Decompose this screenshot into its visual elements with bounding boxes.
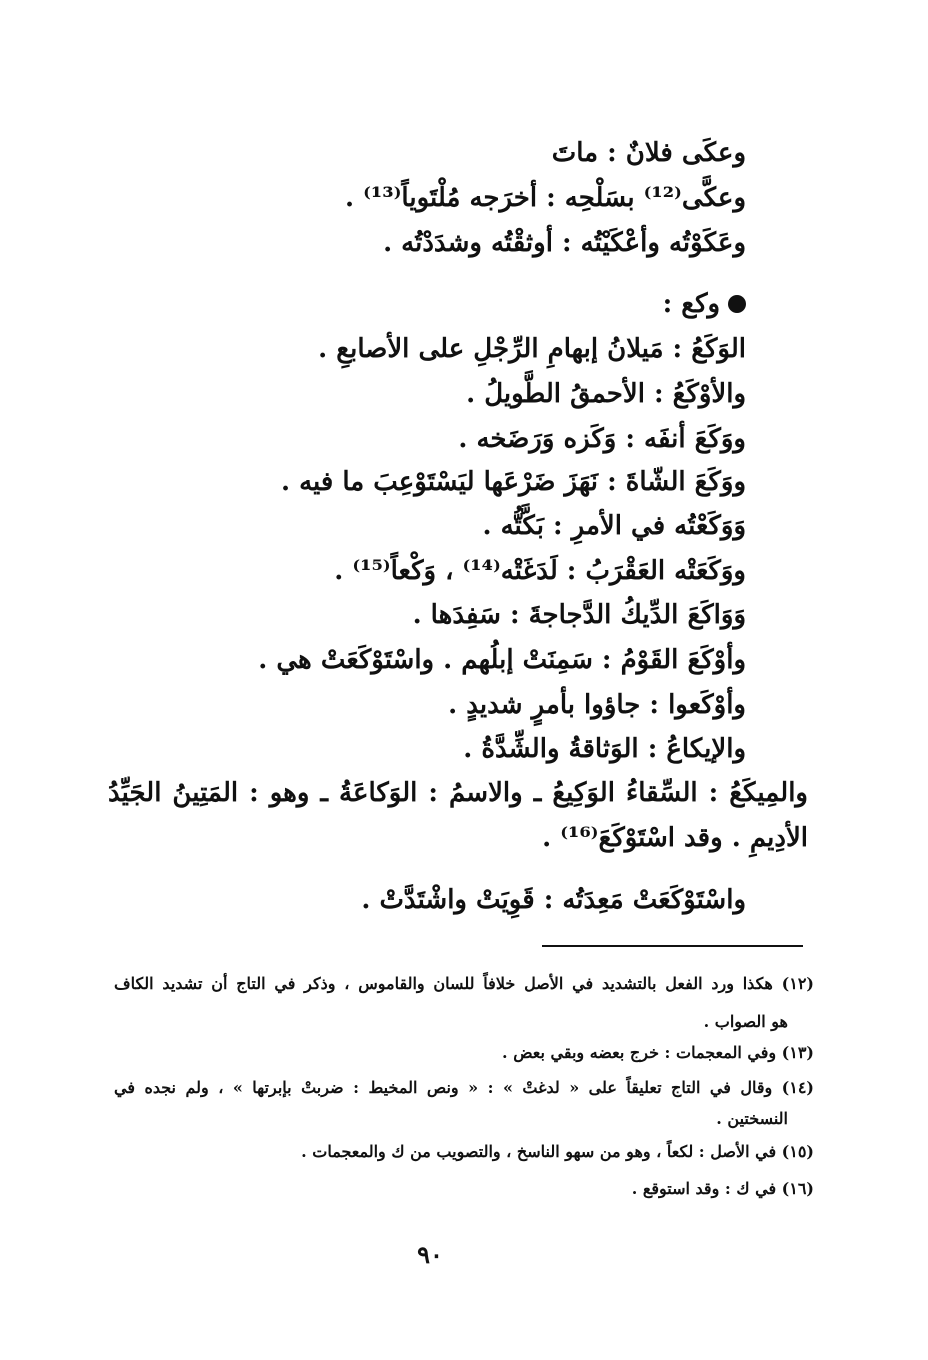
text-line: الأدِيمِ . وقد اسْتَوْكَعَ⁽¹⁶⁾ .: [542, 823, 808, 853]
entry-heading-label: وكع :: [662, 289, 720, 319]
footnote-divider: [542, 945, 803, 947]
text-line: الوَكَعُ : مَيلانُ إبهامِ الرِّجْلِ على الأصابعِ .: [318, 334, 746, 364]
footnote-line: النسختين .: [716, 1109, 788, 1128]
footnote-line: (١٦) في ك : وقد استوقع .: [631, 1179, 814, 1198]
entry-heading: [446, 287, 746, 321]
text-line: وأوْكَعوا : جاؤوا بأمرٍ شديدٍ .: [448, 690, 746, 720]
footnote-line: (١٥) في الأصل : لكعاً ، وهو من سهو الناسخ ، والتصويب من ك والمعجمات .: [301, 1142, 814, 1161]
text-line: ووَكَعَ أنفَه : وَكَزه وَرَضَخه .: [458, 424, 746, 454]
footnote-line: (١٤) وقال في التاج تعليقاً على « لدغتْ » : « ونص المخيط : ضربتْ بإبرتها » ، ولم نجده في: [114, 1078, 814, 1097]
text-line: والإيكاعُ : الوَثاقةُ والشِّدَّةُ .: [463, 734, 746, 764]
text-line: وَوَاكَعَ الدِّيكُ الدَّجاجةَ : سَفِدَها .: [412, 600, 746, 630]
text-line: وأوْكَعَ القَوْمُ : سَمِنَتْ إبلُهم . واسْتَوْكَعَتْ هي .: [258, 645, 746, 675]
text-line: وعكَّى⁽¹²⁾ بسَلْحِه : أخرَجه مُلْتَوياً⁽¹³⁾ .: [345, 183, 746, 213]
text-line: وعكَى فلانٌ : ماتَ: [551, 138, 746, 168]
text-line: واسْتَوْكَعَتْ مَعِدَتُه : قَوِيَتْ واشْتَدَّتْ .: [361, 885, 746, 915]
text-line: ووَكَعَ الشّاةَ : نَهَزَ ضَرْعَها ليَسْتَوْعِبَ ما فيه .: [280, 467, 746, 497]
text-line: وعَكَوْتُه وأعْكَيْتُه : أوثقْتُه وشدَدْتُه .: [383, 228, 746, 258]
bullet-icon: [728, 295, 746, 313]
footnote-line: هو الصواب .: [703, 1012, 788, 1031]
text-line: ووَكَعَتْه العَقْرَبُ : لَدَغَتْه⁽¹⁴⁾ ، وَكْعاً⁽¹⁵⁾ .: [334, 556, 746, 586]
footnote-line: (١٢) هكذا ورد الفعل بالتشديد في الأصل خلافاً للسان والقاموس ، وذكر في التاج أن تشديد الكاف: [114, 974, 814, 993]
text-line: وَوَكَعْتُه في الأمرِ : بَكَّتُّه .: [482, 511, 746, 541]
footnote-line: (١٣) وفي المعجمات : خرج بعضه وبقي بعض .: [502, 1043, 814, 1062]
page-number: ٩٠: [417, 1240, 443, 1269]
text-line: والمِيكَعُ : السِّقاءُ الوَكِيعُ ـ والاسمُ : الوَكاعَةُ ـ وهو : المَتِينُ الجَيِّدُ: [108, 778, 808, 808]
text-line: والأوْكَعُ : الأحمقُ الطَّويلُ .: [466, 379, 746, 409]
